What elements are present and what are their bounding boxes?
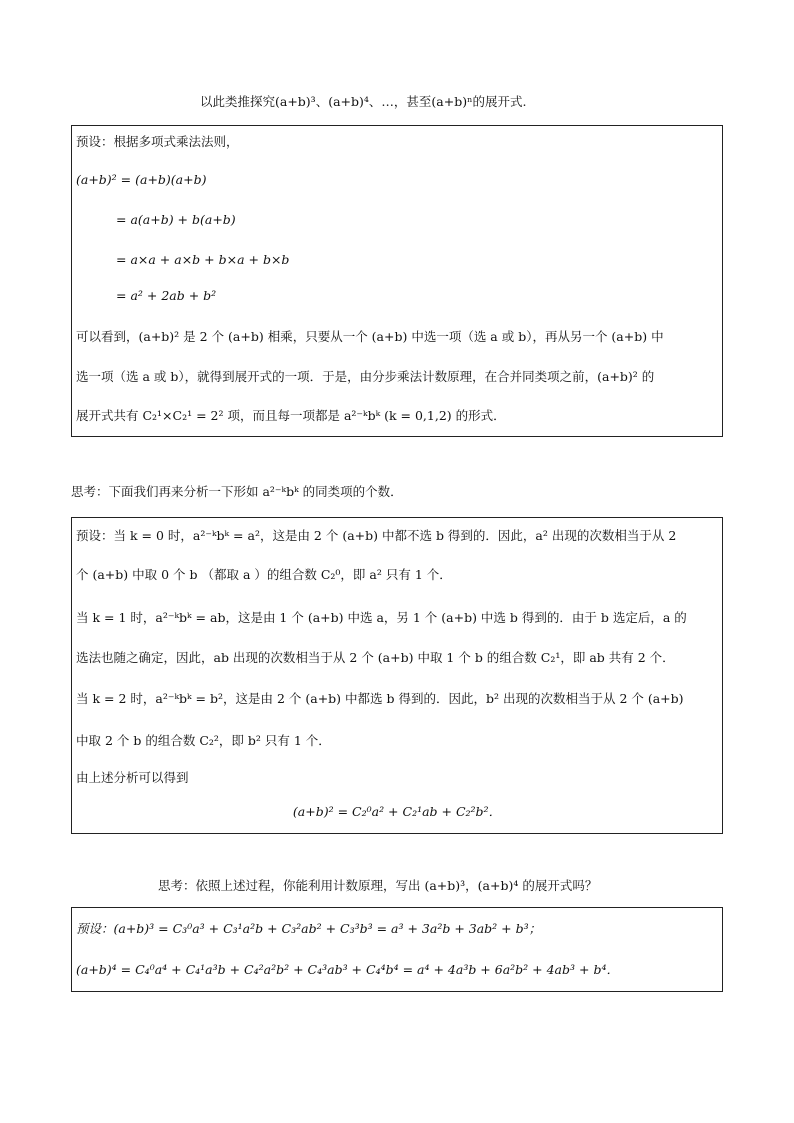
box2-line-3: 当 k = 1 时，a²⁻ᵏbᵏ = ab，这是由 1 个 (a+b) 中选 a，另 1 个 (a+b) 中选 b 得到的．由于 b 选定后，a 的 bbox=[76, 610, 687, 625]
preset-box-1 bbox=[71, 125, 723, 437]
box2-line-6: 中取 2 个 b 的组合数 C₂²，即 b² 只有 1 个． bbox=[76, 733, 331, 748]
box2-line-7: 由上述分析可以得到 bbox=[76, 770, 189, 785]
box1-line-5: = a² + 2ab + b² bbox=[116, 288, 217, 303]
think-2-text: 思考：依照上述过程，你能利用计数原理，写出 (a+b)³，(a+b)⁴ 的展开式吗？ bbox=[158, 878, 598, 893]
box2-line-1: 预设：当 k = 0 时，a²⁻ᵏbᵏ = a²，这是由 2 个 (a+b) 中都不选 b 得到的．因此，a² 出现的次数相当于从 2 bbox=[76, 528, 677, 543]
box3-line-1: 预设：(a+b)³ = C₃⁰a³ + C₃¹a²b + C₃²ab² + C₃³b³ = a³ + 3a²b + 3ab² + b³； bbox=[76, 921, 542, 936]
think-1-text: 思考：下面我们再来分析一下形如 a²⁻ᵏbᵏ 的同类项的个数． bbox=[71, 484, 403, 499]
box1-line-1: 预设：根据多项式乘法法则， bbox=[76, 134, 239, 149]
box1-line-7: 选一项（选 a 或 b），就得到展开式的一项．于是，由分步乘法计数原理，在合并同类项之前，(a+b)² 的 bbox=[76, 369, 655, 384]
box1-line-8: 展开式共有 C₂¹×C₂¹ = 2² 项，而且每一项都是 a²⁻ᵏbᵏ (k = 0,1,2) 的形式． bbox=[76, 408, 506, 423]
box2-line-5: 当 k = 2 时，a²⁻ᵏbᵏ = b²，这是由 2 个 (a+b) 中都选 b 得到的．因此，b² 出现的次数相当于从 2 个 (a+b) bbox=[76, 691, 684, 706]
box1-line-4: = a×a + a×b + b×a + b×b bbox=[116, 252, 290, 267]
box1-line-3: = a(a+b) + b(a+b) bbox=[116, 212, 236, 227]
intro-text: 以此类推探究(a+b)³、(a+b)⁴、…，甚至(a+b)ⁿ的展开式. bbox=[200, 94, 527, 109]
box1-line-2: (a+b)² = (a+b)(a+b) bbox=[76, 172, 207, 187]
box3-line-2: (a+b)⁴ = C₄⁰a⁴ + C₄¹a³b + C₄²a²b² + C₄³ab³ + C₄⁴b⁴ = a⁴ + 4a³b + 6a²b² + 4ab³ + b⁴． bbox=[76, 962, 619, 977]
box1-line-6: 可以看到，(a+b)² 是 2 个 (a+b) 相乘，只要从一个 (a+b) 中选一项（选 a 或 b），再从另一个 (a+b) 中 bbox=[76, 329, 664, 344]
box2-equation: (a+b)² = C₂⁰a² + C₂¹ab + C₂²b²． bbox=[292, 804, 502, 819]
preset-box-2 bbox=[71, 517, 723, 834]
box2-line-4: 选法也随之确定，因此，ab 出现的次数相当于从 2 个 (a+b) 中取 1 个 b 的组合数 C₂¹，即 ab 共有 2 个． bbox=[76, 650, 675, 665]
box2-line-2: 个 (a+b) 中取 0 个 b （都取 a ）的组合数 C₂⁰，即 a² 只有 1 个． bbox=[76, 567, 452, 582]
preset-box-3 bbox=[71, 907, 723, 992]
